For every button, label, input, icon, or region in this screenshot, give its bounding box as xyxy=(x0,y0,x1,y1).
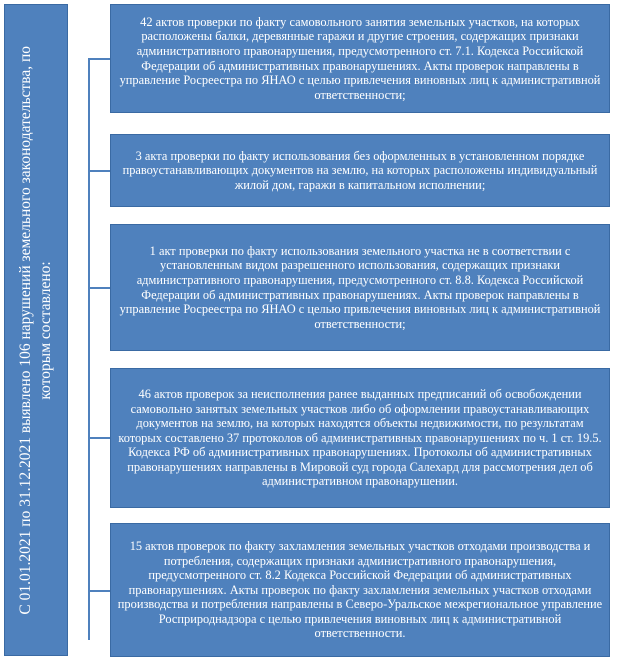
connector-branch-1 xyxy=(88,58,110,60)
connector-branch-4 xyxy=(88,437,110,439)
item-box-5 xyxy=(110,523,610,657)
root-box xyxy=(4,4,68,656)
item-text-1: 42 актов проверки по факту самовольного занятия земельных участков, на которых расположены балки, деревянные гаражи и другие строения, содержащих признаки административного правонарушения, предусмотренного ст. 7.1. Кодекса Российской Федерации об административных правонарушениях. Акты проверок направлены в управление Росреестра по ЯНАО с целью привлечения виновных лиц к административной ответственности; xyxy=(119,14,601,102)
connector-trunk xyxy=(88,58,90,640)
connector-branch-2 xyxy=(88,170,110,172)
item-box-2 xyxy=(110,134,610,207)
root-label-line1: С 01.01.2021 по 31.12.2021 выявлено 106 нарушений земельного законодательства, по xyxy=(17,45,34,615)
item-text-4: 46 актов проверок за неисполнения ранее выданных предписаний об освобождении самовольно занятых земельных участков либо об оформлении правоустанавливающих документов на землю, на которых находятся объекты недвижимости, по результатам которых составлено 37 протоколов об административных правонарушениях по ч. 1 ст. 19.5. Кодекса РФ об административных правонарушениях. Протоколы об административных правонарушениях направлены в Мировой суд города Салехард для рассмотрения дел об административном правонарушении. xyxy=(118,386,602,489)
item-box-1 xyxy=(110,4,610,113)
root-label-line2: которым составлено: xyxy=(37,260,54,400)
item-text-5: 15 актов проверок по факту захламления земельных участков отходами производства и потребления, содержащих признаки административного правонарушения, предусмотренного ст. 8.2 Кодекса Российской Федерации об административных правонарушениях. Акты проверок по факту захламления земельных участков отходами производства и потребления направлены в Северо-Уральское межрегиональное управление Росприроднадзора с целью привлечения виновных лиц к административной ответственности. xyxy=(117,538,603,641)
item-box-4 xyxy=(110,368,610,508)
item-text-3: 1 акт проверки по факту использования земельного участка не в соответствии с установленным видом разрешенного использования, содержащих признаки административного правонарушения, предусмотренного ст. 8.8. Кодекса Российской Федерации об административных правонарушениях. Акты проверок направлены в управление Росреестра по ЯНАО с целью привлечения виновных лиц к административной ответственности; xyxy=(119,243,601,331)
connector-branch-3 xyxy=(88,287,110,289)
connector-branch-5 xyxy=(88,590,110,592)
root-label xyxy=(16,46,56,615)
item-box-3 xyxy=(110,224,610,351)
item-text-2: 3 акта проверки по факту использования без оформленных в установленном порядке правоустанавливающих документов на землю, на которых расположены индивидуальный жилой дом, гаражи в капитальном исполнении; xyxy=(122,148,598,192)
